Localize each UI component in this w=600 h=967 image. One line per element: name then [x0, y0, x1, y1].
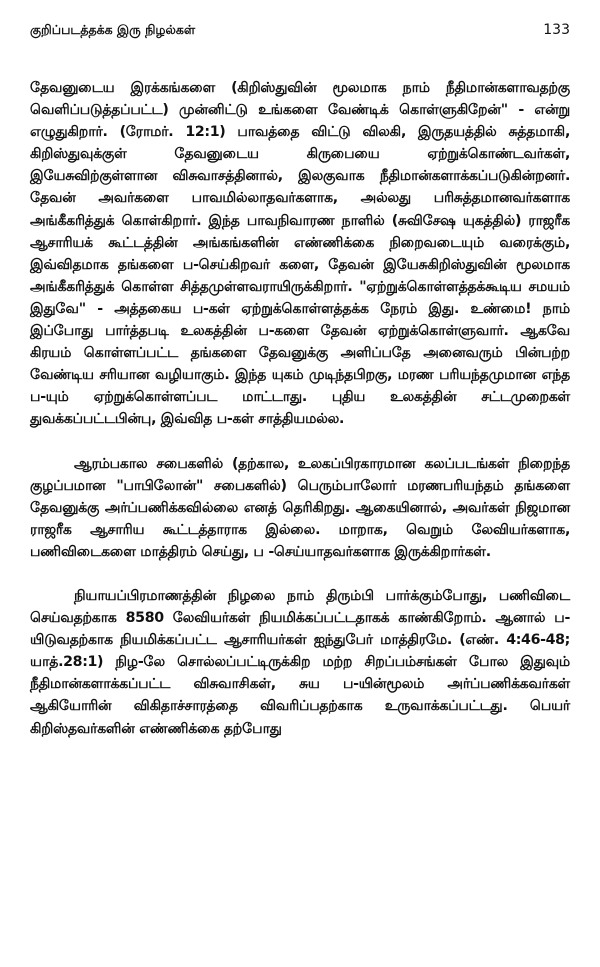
page-number: 133 — [543, 22, 570, 38]
paragraph-1: தேவனுடைய இரக்கங்களை (கிறிஸ்துவின் மூலமாக நாம் நீதிமான்களாவதற்கு வெளிப்படுத்தப்பட்ட) முன்னிட்டு உங்களை வேண்டிக் கொள்ளுகிறேன்" - என்று எழுதுகிறார். (ரோமர். 12:1) பாவத்தை விட்டு விலகி, இருதயத்தில் சுத்தமாகி, கிறிஸ்துவுக்குள் தேவனுடைய கிருபையை ஏற்றுக்கொண்டவர்கள், இயேசுவிற்குள்ளான விசுவாசத்தினால், இலகுவாக நீதிமான்களாக்கப்படுகின்றனர். தேவன் அவர்களை பாவமில்லாதவர்களாக, அல்லது பரிசுத்தமானவர்களாக அங்கீகரித்துக் கொள்கிறார். இந்த பாவநிவாரண நாளில் (சுவிசேஷ யுகத்தில்) ராஜரீக ஆசாரியக் கூட்டத்தின் அங்கங்களின் எண்ணிக்கை நிறைவடையும் வரைக்கும், இவ்விதமாக தங்களை ப-செய்கிறவர் களை, தேவன் இயேசுகிறிஸ்துவின் மூலமாக அங்கீகரித்துக் கொள்ள சித்தமுள்ளவராயிருக்கிறார். "ஏற்றுக்கொள்ளத்தக்கூடிய சமயம் இதுவே" - அத்தகைய ப-கள் ஏற்றுக்கொள்ளத்தக்க நேரம் இது. உண்மை! நாம் இப்போது பார்த்தபடி உலகத்தின் ப-களை தேவன் ஏற்றுக்கொள்ளுவார். ஆகவே கிரயம் கொள்ளப்பட்ட தங்களை தேவனுக்கு அளிப்பதே அனைவரும் பின்பற்ற வேண்டிய சரியான வழியாகும். இந்த யுகம் முடிந்தபிறகு, மரண பரியந்தமுமான எந்த ப-யும் ஏற்றுக்கொள்ளப்பட மாட்டாது. புதிய உலகத்தின் சட்டமுறைகள் துவக்கப்பட்டபின்பு, இவ்வித ப-கள் சாத்தியமல்ல. — [30, 80, 570, 428]
page-body — [30, 77, 570, 740]
paragraph-3: நியாயப்பிரமாணத்தின் நிழலை நாம் திரும்பி பார்க்கும்போது, பணிவிடை செய்வதற்காக 8580 லேவியர்கள் நியமிக்கப்பட்டதாகக் காண்கிறோம். ஆனால் ப-யிடுவதற்காக நியமிக்கப்பட்ட ஆசாரியர்கள் ஐந்துபேர் மாத்திரமே. (எண். 4:46-48; யாத்.28:1) நிழ-லே சொல்லப்பட்டிருக்கிற மற்ற சிறப்பம்சங்கள் போல இதுவும் நீதிமான்களாக்கப்பட்ட விசுவாசிகள், சுய ப-யின்மூலம் அர்ப்பணிக்கவர்கள் ஆகியோரின் விகிதாச்சாரத்தை விவரிப்பதற்காக உருவாக்கப்பட்டது. பெயர் கிறிஸ்தவர்களின் எண்ணிக்கை தற்போது — [30, 587, 570, 737]
chapter-title: குறிப்படத்தக்க இரு நிழல்கள் — [30, 22, 196, 37]
paragraph-2: ஆரம்பகால சபைகளில் (தற்கால, உலகப்பிரகாரமான கலப்படங்கள் நிறைந்த குழப்பமான "பாபிலோன்" சபைகளில்) பெரும்பாலோர் மரணபரியந்தம் தங்களை தேவனுக்கு அர்ப்பணிக்கவில்லை எனத் தெரிகிறது. ஆகையினால், அவர்கள் நிஜமான ராஜரீக ஆசாரிய கூட்டத்தாராக இல்லை. மாறாக, வெறும் லேவியர்களாக, பணிவிடைகளை மாத்திரம் செய்து, ப -செய்யாதவர்களாக இருக்கிறார்கள். — [30, 455, 570, 560]
running-header — [30, 22, 570, 39]
